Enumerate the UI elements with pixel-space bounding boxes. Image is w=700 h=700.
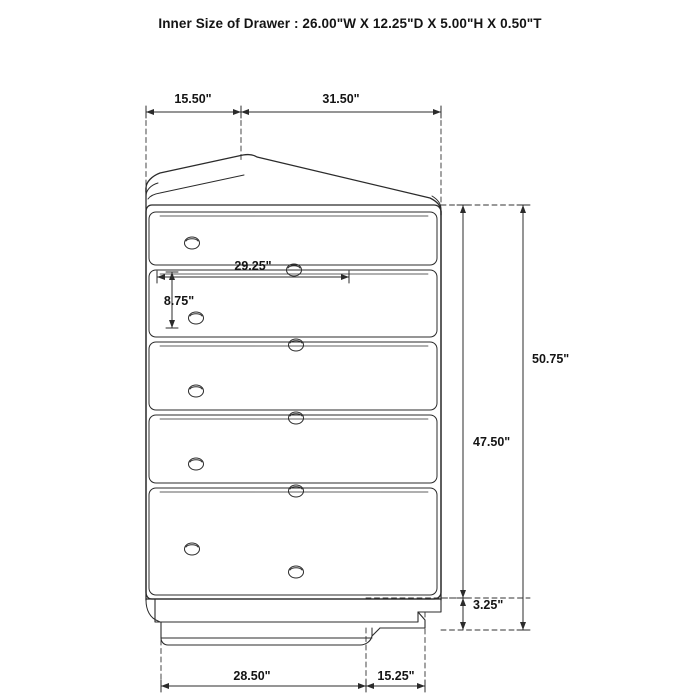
dim-base-depth: 15.25" — [377, 669, 415, 683]
dim-drawer-inner-width: 29.25" — [234, 259, 272, 273]
dim-plinth-height: 3.25" — [473, 598, 504, 612]
dim-width-top: 31.50" — [322, 92, 360, 106]
dim-drawer-front-height: 8.75" — [163, 294, 195, 308]
dim-cabinet-height: 47.50" — [473, 435, 511, 449]
dim-base-width: 28.50" — [233, 669, 271, 683]
dim-total-height: 50.75" — [532, 352, 570, 366]
dim-depth-top-left: 15.50" — [174, 92, 212, 106]
page-title: Inner Size of Drawer : 26.00"W X 12.25"D X 5.00"H X 0.50"T — [158, 16, 542, 31]
